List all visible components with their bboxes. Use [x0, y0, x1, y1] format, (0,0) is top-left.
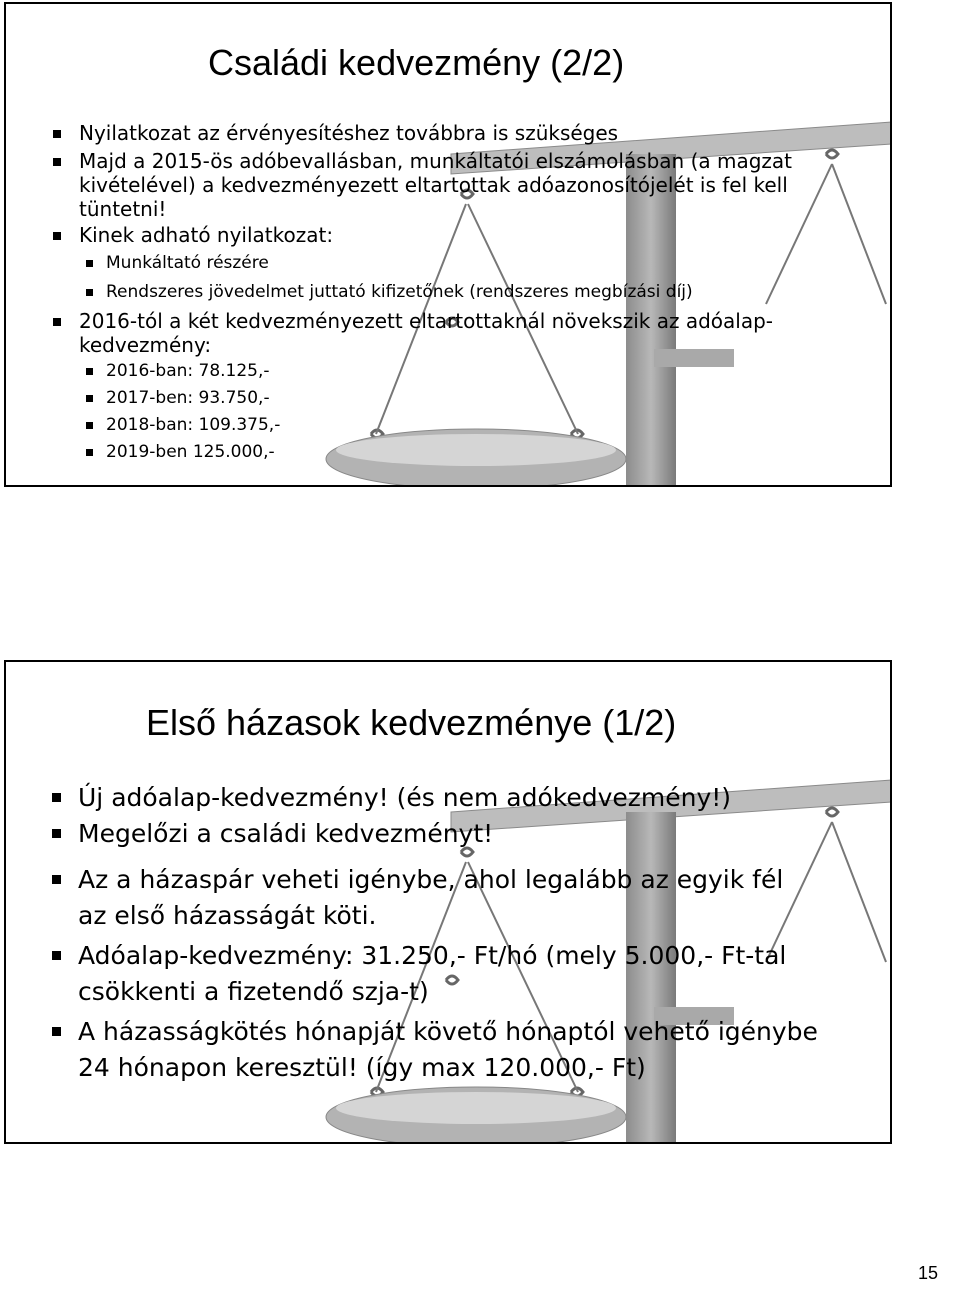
slide-1	[4, 2, 892, 487]
slide-title: Első házasok kedvezménye (1/2)	[146, 702, 677, 743]
bullet-eligibility: Az a házaspár veheti igénybe, ahol legalább az egyik fél az első házasságát köti.	[78, 862, 818, 934]
bullet-precedes-family: Megelőzi a családi kedvezményt!	[78, 816, 818, 852]
sub-bullet-2018: 2018-ban: 109.375,-	[106, 414, 806, 436]
sub-bullet-2016: 2016-ban: 78.125,-	[106, 360, 806, 382]
bullet-amount: Adóalap-kedvezmény: 31.250,- Ft/hó (mely 5.000,- Ft-tal csökkenti a fizetendő szja-t)	[78, 938, 818, 1010]
bullet-increase-2016: 2016-tól a két kedvezményezett eltartottaknál növekszik az adóalap-kedvezmény:	[79, 309, 799, 357]
sub-bullet-2017: 2017-ben: 93.750,-	[106, 387, 806, 409]
bullet-who-declaration: Kinek adható nyilatkozat:	[79, 223, 799, 247]
bullet-new-allowance: Új adóalap-kedvezmény! (és nem adókedvezmény!)	[78, 780, 818, 816]
page-number: 15	[917, 1263, 938, 1283]
bullet-tax-return: Majd a 2015-ös adóbevallásban, munkáltatói elszámolásban (a magzat kivételével) a kedvezményezett eltartottak adóazonosítójelét is fel kell tüntetni!	[79, 149, 799, 221]
slide-2	[4, 660, 892, 1144]
sub-bullet-employer: Munkáltató részére	[106, 252, 806, 274]
bullet-declaration-required: Nyilatkozat az érvényesítéshez továbbra is szükséges	[79, 121, 799, 145]
bullet-duration: A házasságkötés hónapját követő hónaptól vehető igénybe 24 hónapon keresztül! (így max 120.000,- Ft)	[78, 1014, 818, 1086]
sub-bullet-payer: Rendszeres jövedelmet juttató kifizetőnek (rendszeres megbízási díj)	[106, 281, 806, 303]
slide-title: Családi kedvezmény (2/2)	[208, 42, 625, 83]
sub-bullet-2019: 2019-ben 125.000,-	[106, 441, 806, 463]
